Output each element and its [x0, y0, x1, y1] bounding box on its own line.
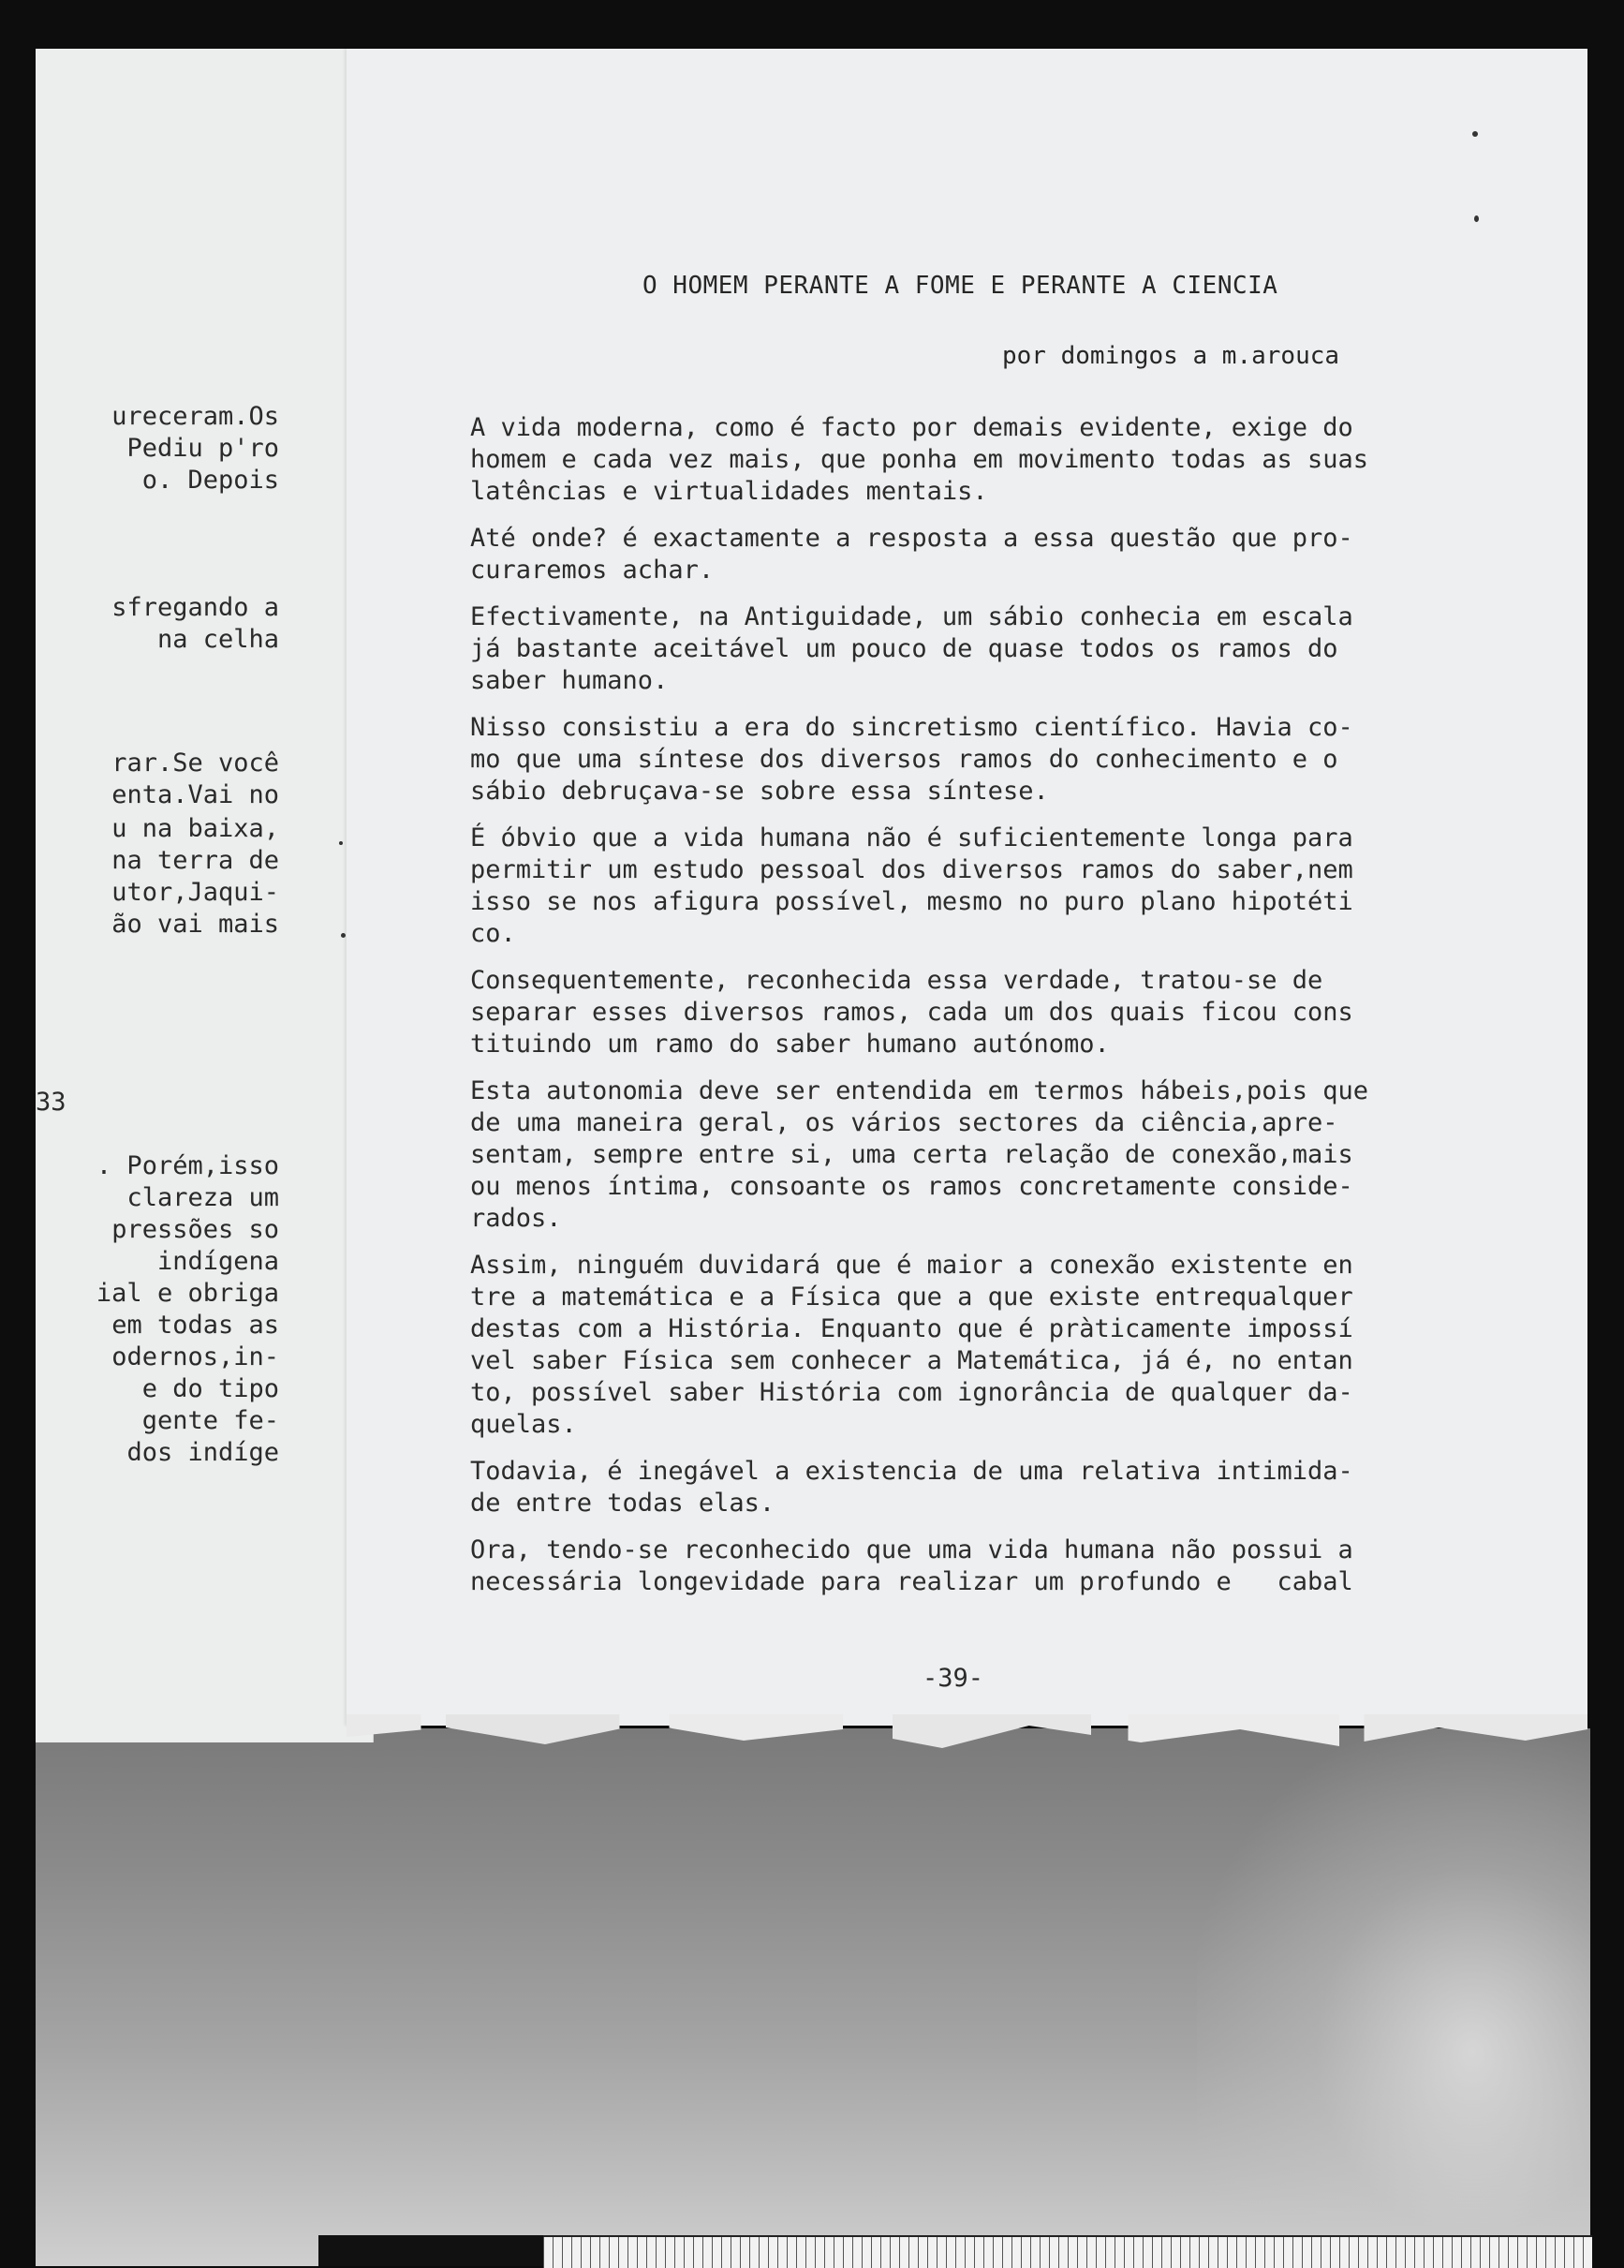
left-line: pressões so — [111, 1215, 279, 1244]
text-line: vel saber Física sem conhecer a Matemática, já é, no entan — [470, 1346, 1353, 1375]
ruler-ticks — [543, 2237, 1592, 2268]
paragraph — [470, 1534, 1463, 1598]
text-line: quelas. — [470, 1410, 577, 1439]
left-line: odernos,in- — [111, 1342, 279, 1371]
text-line: Consequentemente, reconhecida essa verdade, tratou-se de — [470, 966, 1323, 995]
left-line: indígena — [156, 1247, 279, 1276]
text-line: homem e cada vez mais, que ponha em movimento todas as suas — [470, 445, 1369, 474]
scale-ruler — [543, 2235, 1592, 2268]
text-line: Nisso consistiu a era do sincretismo científico. Havia co- — [470, 713, 1353, 742]
text-line: necessária longevidade para realizar um profundo e cabal — [470, 1567, 1353, 1596]
paragraph — [470, 1250, 1463, 1441]
left-line: enta.Vai no — [111, 780, 279, 809]
speck-mark — [1474, 215, 1479, 222]
paragraph — [470, 823, 1463, 950]
left-sheet-text — [36, 0, 279, 2266]
article-byline: por domingos a m.arouca — [1002, 342, 1340, 370]
paragraph — [470, 601, 1463, 697]
scale-bar-dark — [318, 2235, 543, 2266]
text-line: ou menos íntima, consoante os ramos concretamente conside- — [470, 1172, 1353, 1201]
left-line: . Porém,isso — [96, 1151, 279, 1180]
left-line: ureceram.Os — [111, 402, 279, 431]
left-line: o. Depois — [141, 466, 279, 495]
text-line: to, possível saber História com ignorância de qualquer da- — [470, 1378, 1353, 1407]
text-line: Efectivamente, na Antiguidade, um sábio conhecia em escala — [470, 602, 1353, 631]
speck-mark — [341, 933, 346, 938]
left-line: utor,Jaqui- — [111, 878, 279, 907]
speck-mark — [339, 841, 343, 845]
speck-mark — [1472, 131, 1478, 137]
left-line: gente fe- — [141, 1406, 279, 1435]
left-line: Pediu p'ro — [126, 434, 279, 463]
text-line: sentam, sempre entre si, uma certa relação de conexão,mais — [470, 1140, 1353, 1169]
paragraph — [470, 712, 1463, 808]
text-line: curaremos achar. — [470, 556, 715, 585]
text-line: mo que uma síntese dos diversos ramos do conhecimento e o — [470, 745, 1338, 774]
text-line: já bastante aceitável um pouco de quase todos os ramos do — [470, 634, 1338, 663]
page-number: -39- — [923, 1664, 984, 1693]
paragraph — [470, 523, 1463, 586]
paragraph — [470, 412, 1463, 508]
left-line: u na baixa, — [111, 814, 279, 843]
article-body — [470, 412, 1463, 1613]
text-line: rados. — [470, 1204, 562, 1233]
left-line: rar.Se você — [111, 749, 279, 778]
text-line: separar esses diversos ramos, cada um dos quais ficou cons — [470, 998, 1353, 1027]
left-line: sfregando a — [111, 593, 279, 622]
left-line: na terra de — [111, 846, 279, 875]
left-line: na celha — [156, 625, 279, 654]
left-line: ial e obriga — [96, 1279, 279, 1308]
text-line: destas com a História. Enquanto que é pràticamente impossí — [470, 1314, 1353, 1343]
article-title: O HOMEM PERANTE A FOME E PERANTE A CIENCIA — [642, 272, 1278, 300]
text-line: latências e virtualidades mentais. — [470, 477, 988, 506]
left-line: clareza um — [126, 1183, 279, 1212]
paragraph — [470, 1456, 1463, 1519]
text-line: Até onde? é exactamente a resposta a essa questão que pro- — [470, 524, 1353, 553]
text-line: saber humano. — [470, 666, 669, 695]
text-line: sábio debruçava-se sobre essa síntese. — [470, 777, 1049, 806]
text-line: de entre todas elas. — [470, 1489, 775, 1518]
text-line: de uma maneira geral, os vários sectores da ciência,apre- — [470, 1108, 1338, 1137]
left-line: e do tipo — [141, 1374, 279, 1403]
text-line: Ora, tendo-se reconhecido que uma vida humana não possui a — [470, 1535, 1353, 1564]
left-line: em todas as — [111, 1311, 279, 1340]
text-line: tre a matemática e a Física que a que existe entrequalquer — [470, 1282, 1353, 1312]
text-line: co. — [470, 919, 516, 948]
text-line: Esta autonomia deve ser entendida em termos hábeis,pois que — [470, 1076, 1369, 1105]
text-line: A vida moderna, como é facto por demais evidente, exige do — [470, 413, 1353, 442]
paragraph — [470, 965, 1463, 1060]
text-line: permitir um estudo pessoal dos diversos ramos do saber,nem — [470, 855, 1353, 884]
left-line: dos indíge — [126, 1438, 279, 1467]
text-line: tituindo um ramo do saber humano autónomo. — [470, 1030, 1110, 1059]
text-line: Assim, ninguém duvidará que é maior a conexão existente en — [470, 1251, 1353, 1280]
left-line: ão vai mais — [111, 910, 279, 939]
paragraph — [470, 1075, 1463, 1235]
text-line: isso se nos afigura possível, mesmo no puro plano hipotéti — [470, 887, 1353, 916]
left-line: 33 — [36, 1088, 66, 1117]
text-line: Todavia, é inegável a existencia de uma relativa intimida- — [470, 1457, 1353, 1486]
text-line: É óbvio que a vida humana não é suficientemente longa para — [470, 823, 1353, 852]
